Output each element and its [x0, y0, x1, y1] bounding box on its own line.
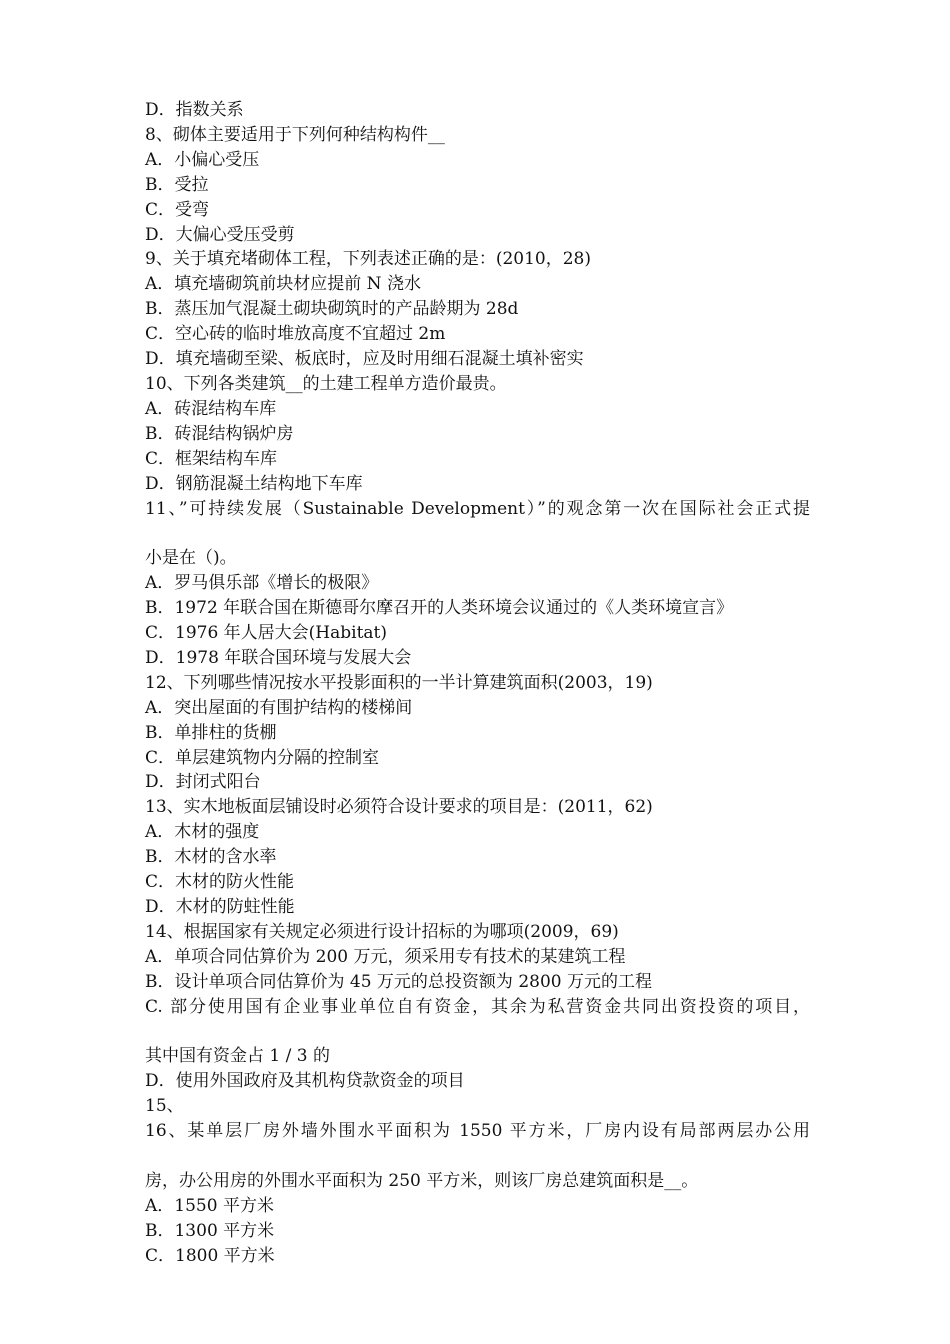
- question-14: 14、根据国家有关规定必须进行设计招标的为哪项(2009，69): [145, 921, 619, 942]
- option-line: B．设计单项合同估算价为 45 万元的总投资额为 2800 万元的工程: [145, 971, 653, 992]
- option-line: D．钢筋混凝土结构地下车库: [145, 473, 363, 494]
- option-line: C．单层建筑物内分隔的控制室: [145, 747, 380, 768]
- option-line: C．1976 年人居大会(Habitat): [145, 623, 388, 644]
- question-11-continued: 小是在（)。: [145, 548, 237, 569]
- option-line: D．木材的防蛀性能: [145, 897, 295, 917]
- document-body: [145, 98, 810, 1269]
- option-line: C. 部分使用国有企业事业单位自有资金，其余为私营资金共同出资投资的项目，: [145, 996, 810, 1017]
- question-11: 11、”可持续发展（Sustainable Development）”的观念第一次在国际社会正式提: [145, 498, 810, 519]
- question-13: 13、实木地板面层铺设时必须符合设计要求的项目是：(2011，62): [145, 797, 653, 818]
- option-line: A．突出屋面的有围护结构的楼梯间: [145, 697, 413, 718]
- option-line: D．使用外国政府及其机构贷款资金的项目: [145, 1071, 465, 1092]
- option-line: C．受弯: [145, 199, 210, 220]
- option-line: C．框架结构车库: [145, 448, 278, 469]
- question-15: 15、: [145, 1096, 184, 1117]
- option-line: C．空心砖的临时堆放高度不宜超过 2m: [145, 324, 446, 345]
- option-line: B．砖混结构锅炉房: [145, 423, 294, 444]
- question-16: 16、某单层厂房外墙外围水平面积为 1550 平方米，厂房内设有局部两层办公用: [145, 1121, 810, 1142]
- option-line-continued: 其中国有资金占 1 / 3 的: [145, 1046, 330, 1067]
- option-line: B．木材的含水率: [145, 847, 277, 868]
- option-line: D．1978 年联合国环境与发展大会: [145, 647, 412, 668]
- option-line: A．木材的强度: [145, 822, 260, 843]
- option-line: D．指数关系: [145, 100, 244, 120]
- option-line: B．蒸压加气混凝土砌块砌筑时的产品龄期为 28d: [145, 299, 519, 320]
- option-line: D．大偏心受压受剪: [145, 224, 295, 245]
- option-line: A．小偏心受压: [145, 149, 260, 170]
- option-line: B．1300 平方米: [145, 1220, 275, 1241]
- question-16-continued: 房，办公用房的外围水平面积为 250 平方米，则该厂房总建筑面积是__。: [145, 1170, 699, 1191]
- option-line: A．单项合同估算价为 200 万元，须采用专有技术的某建筑工程: [145, 946, 626, 967]
- question-8: 8、砌体主要适用于下列何种结构构件__: [145, 124, 445, 145]
- option-line: B．受拉: [145, 174, 209, 195]
- option-line: D．填充墙砌至梁、板底时，应及时用细石混凝土填补密实: [145, 349, 584, 370]
- option-line: A．1550 平方米: [145, 1195, 274, 1216]
- option-line: A．砖混结构车库: [145, 398, 277, 419]
- question-9: 9、关于填充堵砌体工程，下列表述正确的是：(2010，28): [145, 249, 591, 270]
- option-line: D．封闭式阳台: [145, 772, 261, 793]
- option-line: A．填充墙砌筑前块材应提前 N 浇水: [145, 274, 421, 295]
- question-12: 12、下列哪些情况按水平投影面积的一半计算建筑面积(2003，19): [145, 672, 653, 693]
- option-line: A．罗马俱乐部《增长的极限》: [145, 573, 379, 594]
- option-line: C．1800 平方米: [145, 1245, 275, 1266]
- option-line: C．木材的防火性能: [145, 872, 295, 893]
- option-line: B．单排柱的货棚: [145, 722, 277, 743]
- option-line: B．1972 年联合国在斯德哥尔摩召开的人类环境会议通过的《人类环境宣言》: [145, 598, 734, 619]
- question-10: 10、下列各类建筑__的土建工程单方造价最贵。: [145, 373, 507, 394]
